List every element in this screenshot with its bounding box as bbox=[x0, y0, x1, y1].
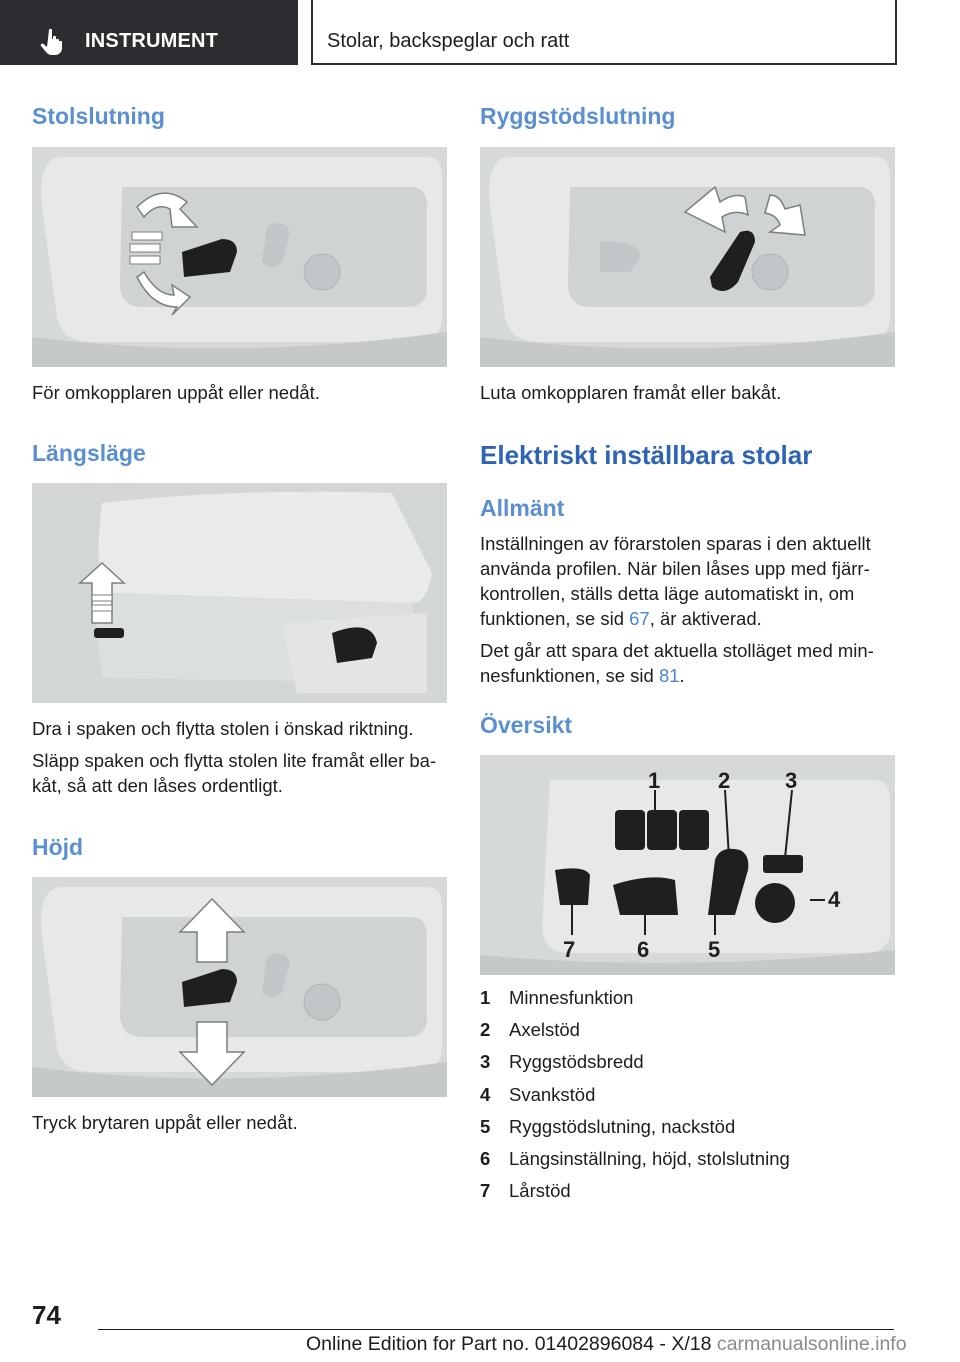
text-langslage-1: Dra i spaken och flytta stolen i önskad riktning. bbox=[32, 718, 414, 739]
heading-hojd: Höjd bbox=[32, 834, 84, 860]
figure-seat-tilt bbox=[32, 147, 447, 367]
callout-3: 3 bbox=[785, 768, 798, 793]
callout-1: 1 bbox=[648, 768, 661, 793]
list-item: 4 Svankstöd bbox=[480, 1083, 596, 1105]
heading-stolslutning: Stolslutning bbox=[32, 103, 165, 129]
section-tab bbox=[0, 0, 298, 65]
chapter-header bbox=[311, 0, 897, 65]
chapter-title: Stolar, backspeglar och ratt bbox=[327, 30, 570, 52]
text-allmant-1-line1: Inställningen av förarstolen sparas i den aktuellt bbox=[480, 533, 871, 554]
list-item: 5 Ryggstödslutning, nackstöd bbox=[480, 1115, 736, 1137]
text-hojd: Tryck brytaren uppåt eller nedåt. bbox=[32, 1112, 298, 1133]
list-item: 2 Axelstöd bbox=[480, 1019, 580, 1041]
text-langslage-2b: kåt, så att den låses ordentligt. bbox=[32, 775, 283, 796]
text-allmant-2-line2: nesfunktionen, se sid 81. bbox=[480, 665, 685, 686]
text-stolslutning: För omkopplaren uppåt eller nedåt. bbox=[32, 382, 320, 403]
heading-langslage: Längsläge bbox=[32, 440, 146, 466]
footer-edition: Online Edition for Part no. 01402896084 - X/18 carmanualsonline.info bbox=[306, 1333, 907, 1355]
heading-oversikt: Översikt bbox=[480, 712, 573, 738]
page-link-67[interactable]: 67 bbox=[629, 608, 650, 629]
text-allmant-1-line2: använda profilen. När bilen låses upp med fjärr- bbox=[480, 558, 870, 579]
callout-4: 4 bbox=[828, 887, 841, 912]
list-item: 7 Lårstöd bbox=[480, 1180, 571, 1202]
list-item: 1 Minnesfunktion bbox=[480, 987, 634, 1008]
list-item: 6 Längsinställning, höjd, stolslutning bbox=[480, 1147, 790, 1169]
callout-2: 2 bbox=[718, 768, 731, 793]
callout-5: 5 bbox=[708, 937, 721, 962]
text-allmant-2-line1: Det går att spara det aktuella stolläget med min- bbox=[480, 640, 874, 661]
text-ryggstodslutning: Luta omkopplaren framåt eller bakåt. bbox=[480, 382, 782, 403]
figure-seat-longitudinal bbox=[32, 483, 447, 703]
section-label: INSTRUMENT bbox=[85, 30, 219, 52]
text-allmant-1-line3: kontrollen, ställs detta läge automatiskt in, om bbox=[480, 583, 855, 604]
text-langslage-2a: Släpp spaken och flytta stolen lite framåt eller ba- bbox=[32, 750, 437, 771]
figure-seat-height bbox=[32, 877, 447, 1097]
watermark: carmanualsonline.info bbox=[716, 1333, 907, 1355]
overview-legend-list bbox=[480, 987, 900, 1212]
footer-divider bbox=[98, 1329, 894, 1330]
list-item: 3 Ryggstödsbredd bbox=[480, 1051, 644, 1073]
callout-6: 6 bbox=[637, 937, 650, 962]
callout-7: 7 bbox=[563, 937, 576, 962]
heading-allmant: Allmänt bbox=[480, 495, 565, 521]
hand-pointer-icon bbox=[40, 28, 66, 56]
page-section-title: Elektriskt inställbara stolar bbox=[480, 440, 813, 470]
heading-ryggstodslutning: Ryggstödslutning bbox=[480, 103, 676, 129]
figure-seat-controls-overview bbox=[480, 755, 895, 975]
page-link-81[interactable]: 81 bbox=[658, 665, 680, 686]
figure-backrest-tilt bbox=[480, 147, 895, 367]
page-number: 74 bbox=[32, 1300, 61, 1330]
text-allmant-1-line4: funktionen, se sid 67, är aktiverad. bbox=[480, 608, 762, 629]
